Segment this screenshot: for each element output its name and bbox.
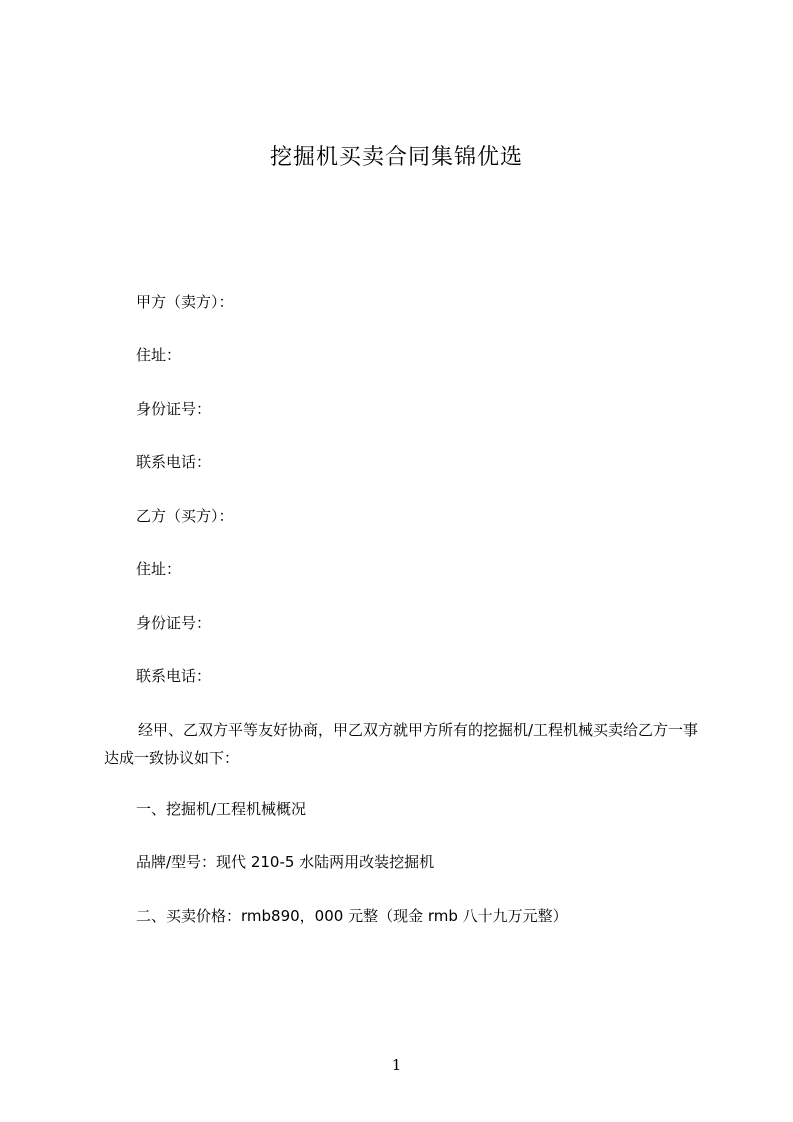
brand-model-line: 品牌/型号：现代 210-5 水陆两用改装挖掘机 [136, 853, 435, 871]
section-1-heading: 一、挖掘机/工程机械概况 [136, 800, 307, 818]
party-a-phone: 联系电话： [136, 453, 212, 471]
party-b-label: 乙方（买方）： [136, 507, 234, 525]
document-title: 挖掘机买卖合同集锦优选 [269, 145, 523, 170]
party-b-id-number: 身份证号： [136, 614, 212, 632]
section-2-price: 二、买卖价格：rmb890，000 元整（现金 rmb 八十九万元整） [136, 907, 568, 925]
party-a-label: 甲方（卖方）： [136, 293, 234, 311]
party-b-phone: 联系电话： [136, 667, 212, 685]
party-b-address: 住址： [136, 560, 182, 578]
page-number: 1 [391, 1056, 402, 1074]
party-a-address: 住址： [136, 346, 182, 364]
intro-paragraph: 经甲、乙双方平等友好协商，甲乙双方就甲方所有的挖掘机/工程机械买卖给乙方一事达成一致协议如下： [104, 721, 699, 767]
party-a-id-number: 身份证号： [136, 400, 212, 418]
